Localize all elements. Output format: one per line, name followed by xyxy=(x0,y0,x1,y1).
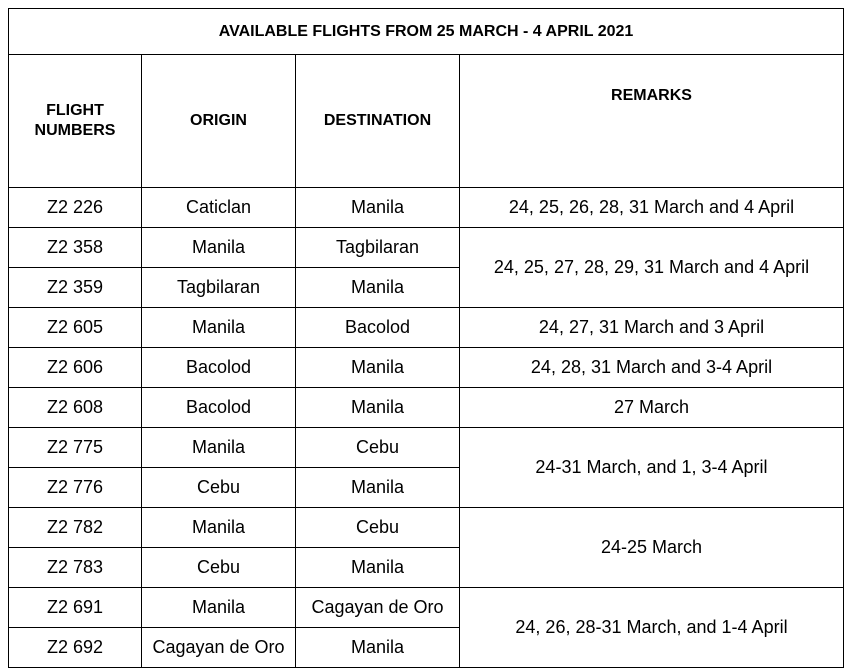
table-row xyxy=(9,308,844,348)
flight-number-cell: Z2 608 xyxy=(9,388,142,428)
destination-cell: Manila xyxy=(296,468,460,508)
table-row xyxy=(9,428,844,468)
origin-cell: Cebu xyxy=(142,468,296,508)
origin-cell: Manila xyxy=(142,508,296,548)
flight-number-cell: Z2 783 xyxy=(9,548,142,588)
origin-cell: Bacolod xyxy=(142,348,296,388)
destination-cell: Bacolod xyxy=(296,308,460,348)
header-destination: DESTINATION xyxy=(296,55,460,188)
destination-cell: Cagayan de Oro xyxy=(296,588,460,628)
origin-cell: Manila xyxy=(142,228,296,268)
origin-cell: Manila xyxy=(142,308,296,348)
origin-cell: Tagbilaran xyxy=(142,268,296,308)
flight-number-cell: Z2 606 xyxy=(9,348,142,388)
remarks-cell: 24, 26, 28-31 March, and 1-4 April xyxy=(460,588,844,668)
flight-number-cell: Z2 226 xyxy=(9,188,142,228)
remarks-cell: 24, 25, 27, 28, 29, 31 March and 4 April xyxy=(460,228,844,308)
table-row xyxy=(9,228,844,268)
header-flight-numbers-line1: FLIGHT xyxy=(46,102,104,119)
table-row xyxy=(9,388,844,428)
table-row xyxy=(9,188,844,228)
remarks-cell: 24, 28, 31 March and 3-4 April xyxy=(460,348,844,388)
header-flight-numbers xyxy=(9,55,142,188)
destination-cell: Cebu xyxy=(296,508,460,548)
table-row xyxy=(9,348,844,388)
table-row xyxy=(9,588,844,628)
destination-cell: Manila xyxy=(296,548,460,588)
remarks-cell: 24, 25, 26, 28, 31 March and 4 April xyxy=(460,188,844,228)
header-row xyxy=(9,55,844,188)
flights-table xyxy=(8,8,844,668)
table-row xyxy=(9,508,844,548)
flight-number-cell: Z2 692 xyxy=(9,628,142,668)
destination-cell: Manila xyxy=(296,268,460,308)
flight-number-cell: Z2 605 xyxy=(9,308,142,348)
destination-cell: Manila xyxy=(296,628,460,668)
flight-number-cell: Z2 691 xyxy=(9,588,142,628)
destination-cell: Manila xyxy=(296,388,460,428)
header-origin: ORIGIN xyxy=(142,55,296,188)
destination-cell: Manila xyxy=(296,188,460,228)
destination-cell: Cebu xyxy=(296,428,460,468)
origin-cell: Cebu xyxy=(142,548,296,588)
flight-number-cell: Z2 775 xyxy=(9,428,142,468)
origin-cell: Caticlan xyxy=(142,188,296,228)
remarks-cell: 24, 27, 31 March and 3 April xyxy=(460,308,844,348)
table-title: AVAILABLE FLIGHTS FROM 25 MARCH - 4 APRIL 2021 xyxy=(9,9,844,55)
origin-cell: Bacolod xyxy=(142,388,296,428)
remarks-cell: 24-25 March xyxy=(460,508,844,588)
header-remarks: REMARKS xyxy=(460,55,844,188)
destination-cell: Tagbilaran xyxy=(296,228,460,268)
flight-number-cell: Z2 782 xyxy=(9,508,142,548)
remarks-cell: 27 March xyxy=(460,388,844,428)
origin-cell: Cagayan de Oro xyxy=(142,628,296,668)
flight-number-cell: Z2 359 xyxy=(9,268,142,308)
origin-cell: Manila xyxy=(142,588,296,628)
header-flight-numbers-line2: NUMBERS xyxy=(34,122,116,139)
origin-cell: Manila xyxy=(142,428,296,468)
remarks-cell: 24-31 March, and 1, 3-4 April xyxy=(460,428,844,508)
flight-number-cell: Z2 776 xyxy=(9,468,142,508)
flight-number-cell: Z2 358 xyxy=(9,228,142,268)
destination-cell: Manila xyxy=(296,348,460,388)
title-row xyxy=(9,9,844,55)
